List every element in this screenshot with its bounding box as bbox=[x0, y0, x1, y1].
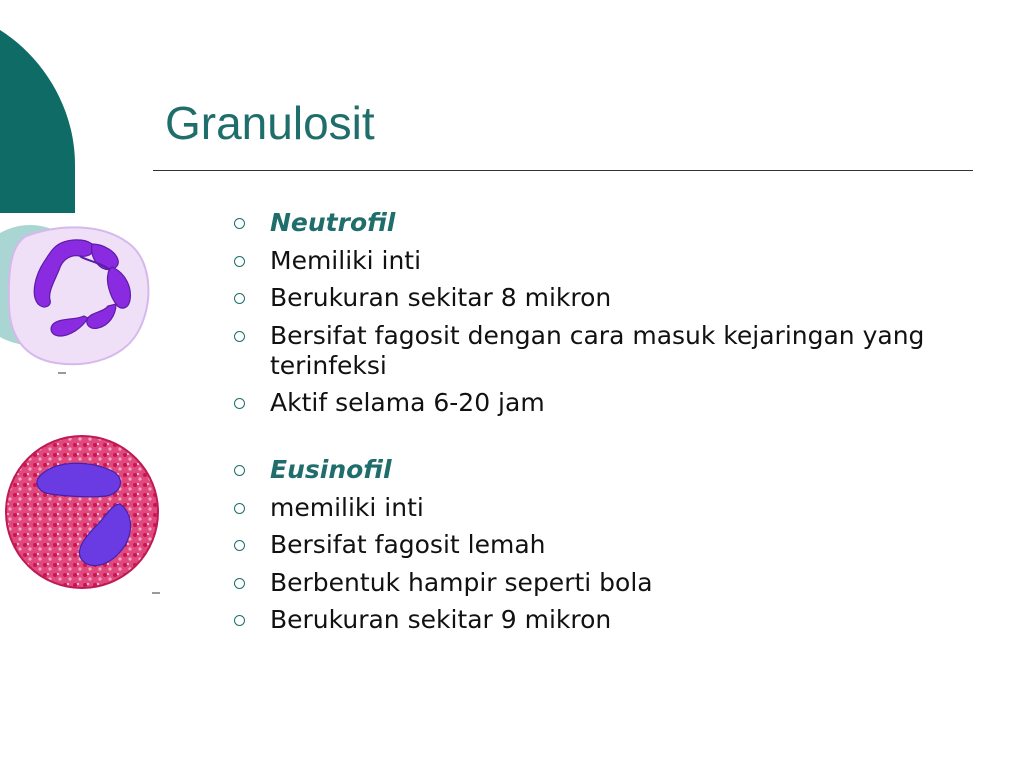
circle-bullet-icon bbox=[234, 218, 245, 229]
list-item bbox=[232, 246, 962, 276]
caption-mark bbox=[58, 372, 66, 374]
list-item-text: Bersifat fagosit lemah bbox=[270, 530, 546, 559]
list-item-text: Bersifat fagosit dengan cara masuk kejaringan yang terinfeksi bbox=[270, 320, 925, 380]
list-item bbox=[232, 605, 962, 635]
list-item bbox=[232, 568, 962, 598]
title-divider bbox=[153, 170, 973, 171]
list-item-text: memiliki inti bbox=[270, 492, 424, 522]
circle-bullet-icon bbox=[234, 398, 245, 409]
list-item bbox=[232, 283, 962, 313]
section-heading: Eusinofil bbox=[270, 455, 392, 484]
list-item-text: Berukuran sekitar 8 mikron bbox=[270, 283, 612, 312]
caption-mark bbox=[152, 592, 160, 594]
list-item bbox=[232, 493, 962, 523]
circle-bullet-icon bbox=[234, 293, 245, 304]
bullet-list bbox=[232, 208, 962, 643]
circle-bullet-icon bbox=[234, 540, 245, 551]
section-heading: Neutrofil bbox=[270, 208, 396, 237]
list-item bbox=[232, 388, 962, 418]
circle-bullet-icon bbox=[234, 465, 245, 476]
circle-bullet-icon bbox=[234, 615, 245, 626]
list-item-neutrofil bbox=[232, 208, 962, 238]
dark-teal-arc bbox=[0, 30, 75, 213]
neutrophil-image bbox=[4, 218, 152, 368]
list-item-text: Aktif selama 6-20 jam bbox=[270, 388, 545, 417]
list-item bbox=[232, 321, 962, 381]
list-item-eusinofil bbox=[232, 455, 962, 485]
slide-title: Granulosit bbox=[165, 97, 375, 149]
list-item bbox=[232, 530, 962, 560]
circle-bullet-icon bbox=[234, 578, 245, 589]
circle-bullet-icon bbox=[234, 256, 245, 267]
eosinophil-image bbox=[2, 432, 160, 592]
list-item-text: Memiliki inti bbox=[270, 245, 422, 275]
list-item-text: Berbentuk hampir seperti bola bbox=[270, 567, 653, 597]
circle-bullet-icon bbox=[234, 503, 245, 514]
circle-bullet-icon bbox=[234, 331, 245, 342]
list-item-text: Berukuran sekitar 9 mikron bbox=[270, 605, 612, 634]
